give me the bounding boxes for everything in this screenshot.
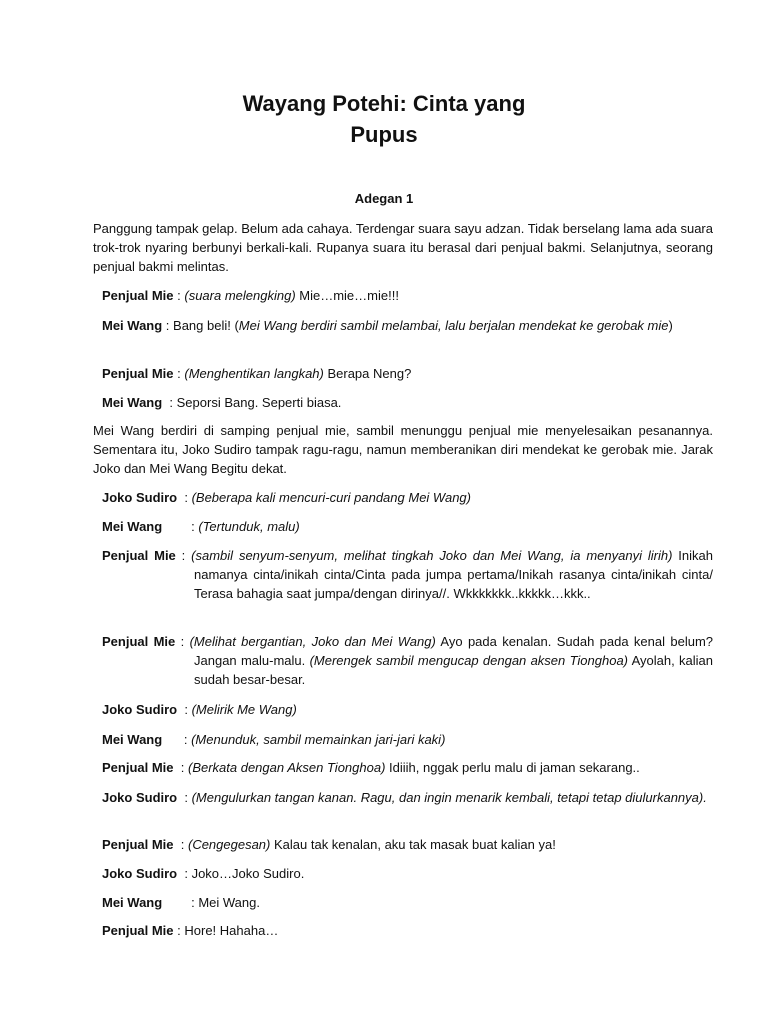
dialog-text: Hore! Hahaha… (184, 923, 279, 938)
dialog-text: Berapa Neng? (323, 366, 412, 381)
speaker-name: Penjual Mie (102, 548, 176, 563)
dialog-text: Ayolah, kalian sudah besar-besar. (194, 653, 713, 687)
speaker-name: Joko Sudiro (102, 866, 178, 881)
dialog-text: ) (668, 318, 673, 333)
stage-direction: (Menghentikan langkah) (184, 366, 324, 381)
dialog-line (102, 758, 713, 777)
speaker-name: Mei Wang (102, 395, 163, 410)
separator: : (177, 702, 192, 717)
dialog-line (102, 316, 713, 335)
speaker-name: Mei Wang (102, 318, 163, 333)
speaker-name: Penjual Mie (102, 366, 174, 381)
stage-direction: (Mengulurkan tangan kanan. Ragu, dan ingin menarik kembali, tetapi tetap diulurkannya). (191, 790, 707, 805)
speaker-name: Joko Sudiro (102, 490, 178, 505)
dialog-line (102, 788, 713, 807)
stage-direction: (Menunduk, sambil memainkan jari-jari kaki) (191, 732, 446, 747)
speaker-name: Penjual Mie (102, 634, 176, 649)
separator: : (173, 288, 185, 303)
stage-direction: (Melirik Me Wang) (191, 702, 297, 717)
separator: : (162, 519, 199, 534)
separator: : (162, 895, 199, 910)
separator: : (177, 490, 192, 505)
speaker-name: Penjual Mie (102, 760, 174, 775)
dialog-text: Kalau tak kenalan, aku tak masak buat kalian ya! (270, 837, 556, 852)
stage-direction: (Tertunduk, malu) (198, 519, 300, 534)
stage-direction: (Melihat bergantian, Joko dan Mei Wang) (189, 634, 436, 649)
dialog-line (102, 864, 713, 883)
scene-heading: Adegan 1 (354, 191, 414, 206)
dialog-line (102, 632, 713, 689)
dialog-line (102, 393, 713, 412)
dialog-text: Inikah namanya cinta/inikah cinta/Cinta pada jumpa pertama/Inikah rasanya cinta/inikah cinta/ Terasa bahagia saat jumpa/dengan dirinya//. Wkkkkkkk..kkkkk…kkk.. (194, 548, 713, 601)
dialog-text: Idiiih, nggak perlu malu di jaman sekarang.. (385, 760, 640, 775)
stage-direction: (Merengek sambil mengucap dengan aksen Tionghoa) (309, 653, 628, 668)
dialog-line (102, 286, 713, 305)
separator: : (177, 790, 192, 805)
separator: : (173, 837, 188, 852)
speaker-name: Mei Wang (102, 895, 163, 910)
separator: : (173, 366, 185, 381)
speaker-name: Joko Sudiro (102, 702, 178, 717)
speaker-name: Mei Wang (102, 732, 163, 747)
stage-direction: (sambil senyum-senyum, melihat tingkah Joko dan Mei Wang, ia menyanyi lirih) (191, 548, 673, 563)
dialog-line (102, 546, 713, 603)
dialog-line (102, 730, 713, 749)
separator: : (173, 923, 185, 938)
separator: : (175, 548, 192, 563)
dialog-text: Bang beli! ( (173, 318, 239, 333)
stage-direction: (Berkata dengan Aksen Tionghoa) (187, 760, 386, 775)
dialog-text: Joko…Joko Sudiro. (191, 866, 305, 881)
dialog-text: Seporsi Bang. Seperti biasa. (176, 395, 342, 410)
dialog-line (102, 700, 713, 719)
separator: : (162, 395, 177, 410)
stage-direction: (Cengegesan) (187, 837, 271, 852)
separator: : (177, 866, 192, 881)
separator: : (162, 318, 174, 333)
speaker-name: Penjual Mie (102, 288, 174, 303)
dialog-line (102, 488, 713, 507)
dialog-text: Ayo pada kenalan. Sudah pada kenal belum? Jangan malu-malu. (194, 634, 714, 668)
speaker-name: Joko Sudiro (102, 790, 178, 805)
narration-paragraph: Mei Wang berdiri di samping penjual mie, sambil menunggu penjual mie menyelesaikan pesanannya. Sementara itu, Joko Sudiro tampak ragu-ragu, namun memberanikan diri mendekat ke gerobak mie. Jarak Joko dan Mei Wang Begitu dekat. (93, 423, 713, 476)
speaker-name: Penjual Mie (102, 923, 174, 938)
intro-paragraph: Panggung tampak gelap. Belum ada cahaya. Terdengar suara sayu adzan. Tidak berselang lama ada suara trok-trok nyaring berbunyi berkali-kali. Rupanya suara itu berasal dari penjual bakmi. Selanjutnya, seorang penjual bakmi melintas. (93, 221, 713, 274)
dialog-line (102, 517, 713, 536)
dialog-line (102, 893, 713, 912)
title-line-1: Wayang Potehi: Cinta yang (242, 91, 526, 116)
speaker-name: Penjual Mie (102, 837, 174, 852)
separator: : (175, 634, 190, 649)
dialog-text: Mei Wang. (198, 895, 260, 910)
separator: : (173, 760, 188, 775)
separator: : (162, 732, 192, 747)
dialog-text: Mie…mie…mie!!! (295, 288, 399, 303)
stage-direction: (Beberapa kali mencuri-curi pandang Mei Wang) (191, 490, 471, 505)
dialog-line (102, 835, 713, 854)
stage-direction: (suara melengking) (184, 288, 296, 303)
speaker-name: Mei Wang (102, 519, 163, 534)
dialog-line (102, 921, 713, 940)
stage-direction: Mei Wang berdiri sambil melambai, lalu berjalan mendekat ke gerobak mie (238, 318, 669, 333)
dialog-line (102, 364, 713, 383)
title-line-2: Pupus (350, 122, 418, 147)
